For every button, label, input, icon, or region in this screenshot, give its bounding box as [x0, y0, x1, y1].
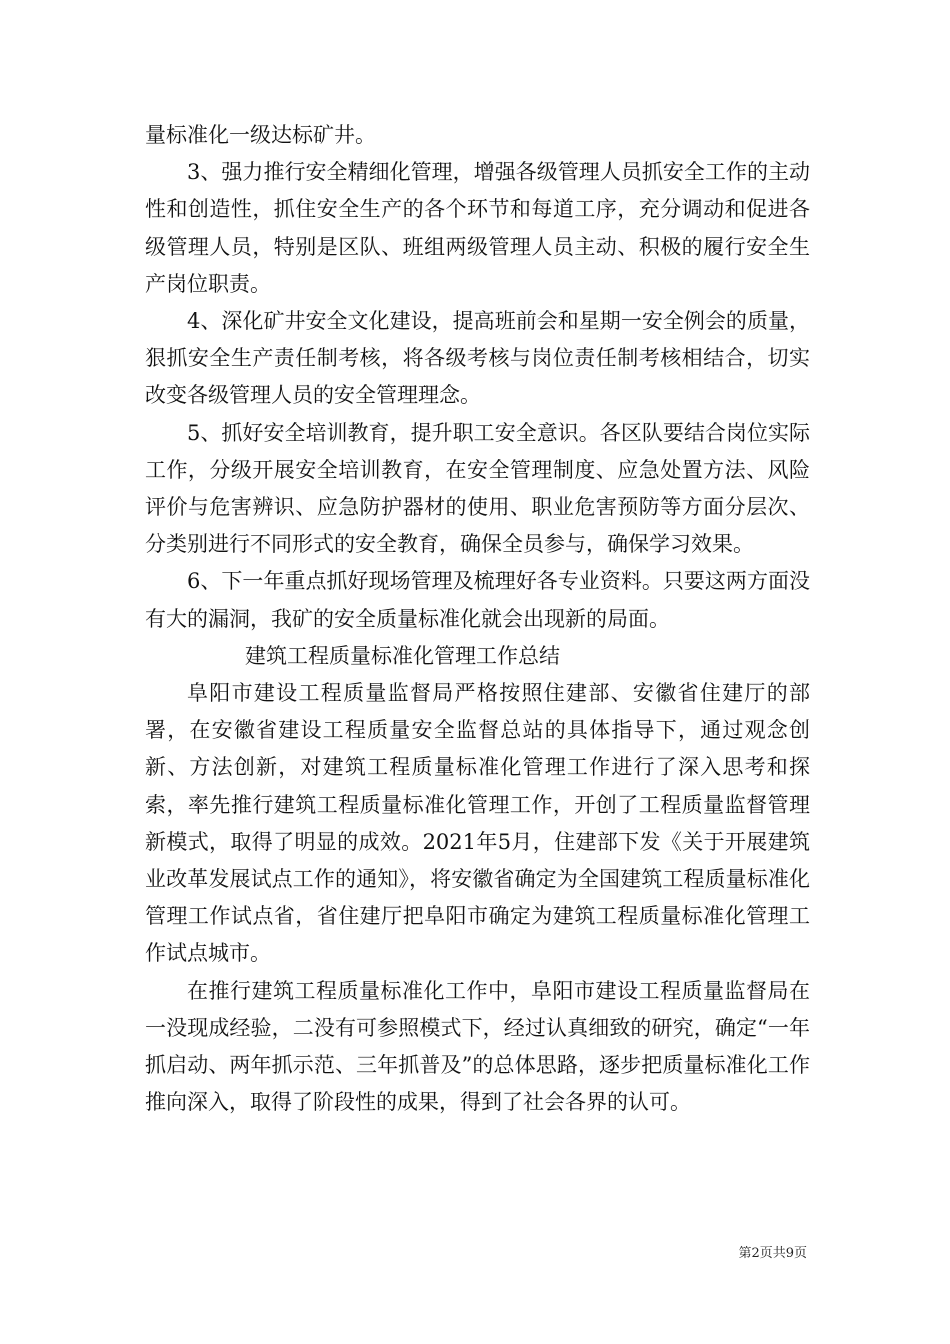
document-body [145, 117, 810, 1121]
paragraph-item-5: 5、抓好安全培训教育，提升职工安全意识。各区队要结合岗位实际工作，分级开展安全培训教育，在安全管理制度、应急处置方法、风险评价与危害辨识、应急防护器材的使用、职业危害预防等方面分层次、分类别进行不同形式的安全教育，确保全员参与，确保学习效果。 [145, 420, 810, 557]
section-paragraph-2: 在推行建筑工程质量标准化工作中，阜阳市建设工程质量监督局在一没现成经验，二没有可参照模式下，经过认真细致的研究，确定“一年抓启动、两年抓示范、三年抓普及”的总体思路，逐步把质量标准化工作推向深入，取得了阶段性的成果，得到了社会各界的认可。 [145, 978, 810, 1115]
section-title: 建筑工程质量标准化管理工作总结 [245, 643, 560, 668]
section-paragraph-1: 阜阳市建设工程质量监督局严格按照住建部、安徽省住建厅的部署，在安徽省建设工程质量安全监督总站的具体指导下，通过观念创新、方法创新，对建筑工程质量标准化管理工作进行了深入思考和探索，率先推行建筑工程质量标准化管理工作，开创了工程质量监督管理新模式，取得了明显的成效。2021年5月，住建部下发《关于开展建筑业改革发展试点工作的通知》，将安徽省确定为全国建筑工程质量标准化管理工作试点省，省住建厅把阜阳市确定为建筑工程质量标准化管理工作试点城市。 [145, 681, 810, 966]
paragraph-item-6: 6、下一年重点抓好现场管理及梳理好各专业资料。只要这两方面没有大的漏洞，我矿的安全质量标准化就会出现新的局面。 [145, 569, 810, 631]
page-number: 第2页共9页 [738, 1246, 807, 1261]
paragraph-item-4: 4、深化矿井安全文化建设，提高班前会和星期一安全例会的质量，狠抓安全生产责任制考核，将各级考核与岗位责任制考核相结合，切实改变各级管理人员的安全管理理念。 [145, 309, 810, 408]
paragraph-item-3: 3、强力推行安全精细化管理，增强各级管理人员抓安全工作的主动性和创造性，抓住安全生产的各个环节和每道工序，充分调动和促进各级管理人员，特别是区队、班组两级管理人员主动、积极的履行安全生产岗位职责。 [145, 160, 810, 296]
paragraph-continuation: 量标准化一级达标矿井。 [145, 123, 376, 147]
